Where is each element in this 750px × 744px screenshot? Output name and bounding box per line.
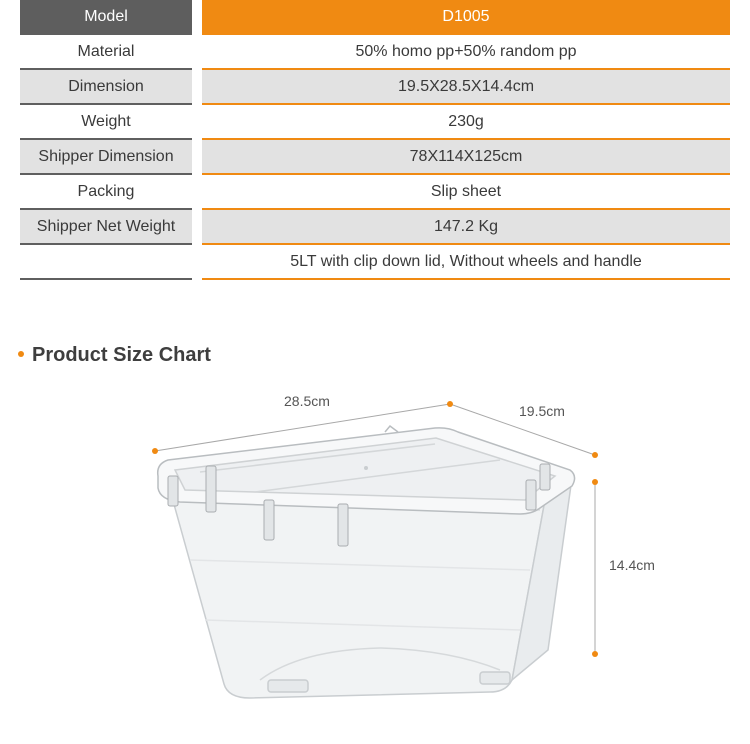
spec-row-material <box>20 35 730 70</box>
height-label: 14.4cm <box>609 557 655 573</box>
size-chart-diagram <box>0 380 750 739</box>
dimension-dot <box>592 651 598 657</box>
section-title-text: Product Size Chart <box>32 344 211 366</box>
spec-label: Packing <box>20 175 192 210</box>
spec-row-packing <box>20 175 730 210</box>
spec-row-dimension <box>20 70 730 105</box>
spec-label: Shipper Dimension <box>20 140 192 175</box>
spec-header-label: Model <box>20 0 192 35</box>
dimension-dot <box>592 479 598 485</box>
box-lid <box>158 426 575 514</box>
spec-value: 50% homo pp+50% random pp <box>202 35 730 70</box>
spec-row-shipper-dimension <box>20 140 730 175</box>
spec-value: 147.2 Kg <box>202 210 730 245</box>
spec-row-shipper-net-weight <box>20 210 730 245</box>
dimension-dot <box>447 401 453 407</box>
spec-value: 230g <box>202 105 730 140</box>
length-label: 28.5cm <box>284 393 330 409</box>
spec-label: Dimension <box>20 70 192 105</box>
spec-table <box>20 0 730 280</box>
spec-header-value: D1005 <box>202 0 730 35</box>
width-label: 19.5cm <box>519 403 565 419</box>
dimension-dot <box>592 452 598 458</box>
bullet-dot-icon <box>18 351 24 357</box>
spec-header-row <box>20 0 730 35</box>
spec-value: 5LT with clip down lid, Without wheels and handle <box>202 245 730 280</box>
spec-label: Weight <box>20 105 192 140</box>
spec-value: 78X114X125cm <box>202 140 730 175</box>
spec-value: 19.5X28.5X14.4cm <box>202 70 730 105</box>
spec-value: Slip sheet <box>202 175 730 210</box>
spec-row-weight <box>20 105 730 140</box>
spec-label: Material <box>20 35 192 70</box>
spec-row-description <box>20 245 730 280</box>
section-title <box>18 341 211 369</box>
spec-label: Shipper Net Weight <box>20 210 192 245</box>
dimension-dot <box>152 448 158 454</box>
spec-label <box>20 245 192 280</box>
